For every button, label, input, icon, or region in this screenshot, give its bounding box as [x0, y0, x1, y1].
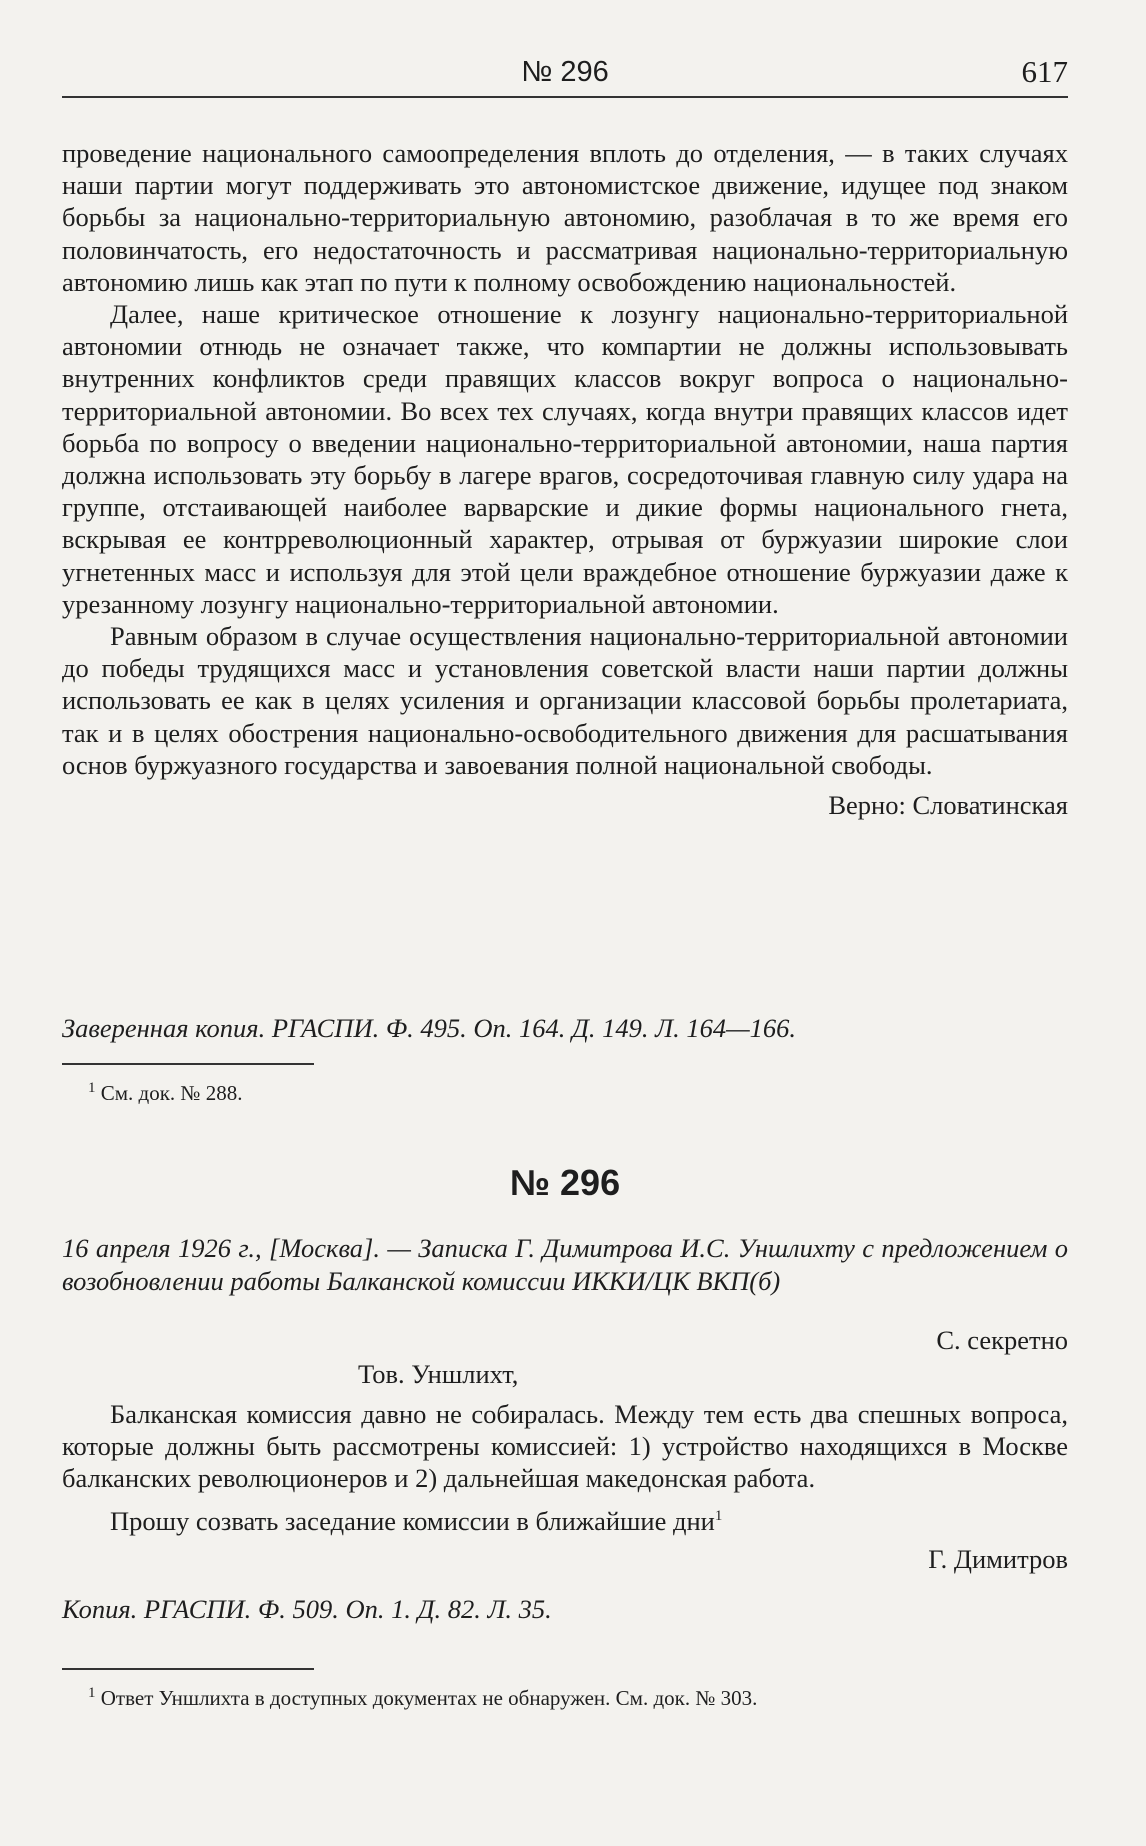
- running-head: [62, 52, 1068, 98]
- document-footnote-1-mark: 1: [88, 1685, 96, 1701]
- document-footnote-mark: 1: [714, 1507, 723, 1524]
- continuation-paragraph-1: проведение национального самоопределения вплоть до отделения, — в таких случаях наши партии могут поддерживать это автономистское движение, идущее под знаком борьбы за национально-территориальную автономию, разоблачая в то же время его половинчатость, его недостаточность и рассматривая национально-территориальную автономию лишь как этап по пути к полному освобождению национальностей.: [62, 138, 1068, 297]
- document-paragraph-2: [62, 1505, 1068, 1537]
- document-archive-source: Копия. РГАСПИ. Ф. 509. Оп. 1. Д. 82. Л. 35.: [62, 1593, 552, 1624]
- certified-signature: Верно: Словатинская: [828, 790, 1068, 821]
- classification: С. секретно: [936, 1325, 1068, 1355]
- greeting: Тов. Уншлихт,: [358, 1359, 519, 1389]
- continuation-archive-source: Заверенная копия. РГАСПИ. Ф. 495. Оп. 164. Д. 149. Л. 164—166.: [62, 1013, 797, 1043]
- signature: Г. Димитров: [928, 1543, 1068, 1574]
- continuation-paragraph-2: Далее, наше критическое отношение к лозунгу национально-территориальной автономии отнюдь не означает также, что компартии не должны использовывать внутренних конфликтов среди правящих классов вокруг вопроса о национально-территориальной автономии. Во всех тех случаях, когда внутри правящих классов идет борьба по вопросу о введении национально-территориальной автономии, наша партия должна использовать эту борьбу в лагере врагов, сосредоточивая главную силу удара на группе, отстаивающей наиболее варварские и дикие формы национального гнета, вскрывая ее контрреволюционный характер, отрывая от буржуазии широкие слои угнетенных масс и используя для этой цели враждебное отношение буржуазии даже к урезанному лозунгу национально-территориальной автономии.: [62, 299, 1068, 619]
- document-footnote-rule: [62, 1668, 314, 1670]
- document-paragraph-1: Балканская комиссия давно не собиралась. Между тем есть два спешных вопроса, которые должны быть рассмотрены комиссией: 1) устройство находящихся в Москве балканских революционеров и 2) дальнейшая македонская работа.: [62, 1399, 1068, 1494]
- document-296: [62, 1163, 1068, 1625]
- running-head-doc-number: № 296: [521, 56, 609, 88]
- document-footnote-1-text: Ответ Уншлихта в доступных документах не обнаружен. См. док. № 303.: [100, 1686, 758, 1710]
- footnote-1: [62, 1080, 1068, 1106]
- document-paragraph-2-text: Прошу созвать заседание комиссии в ближайшие дни: [110, 1505, 715, 1536]
- page-number: 617: [1021, 54, 1068, 89]
- footnote-1-text: См. док. № 288.: [100, 1081, 243, 1105]
- footnote-1-mark: 1: [88, 1080, 96, 1096]
- document-heading: 16 апреля 1926 г., [Москва]. — Записка Г. Димитрова И.С. Уншлихту с предложением о возобновлении работы Балканской комиссии ИККИ/ЦК ВКП(б): [62, 1233, 1068, 1296]
- document-number: № 296: [509, 1162, 621, 1203]
- footnote-rule: [62, 1063, 314, 1065]
- continuation-block: [62, 137, 1068, 821]
- document-footnotes: [62, 1668, 1068, 1711]
- continuation-paragraph-3: Равным образом в случае осуществления национально-территориальной автономии до победы трудящихся масс и установления советской власти наши партии должны использовать ее как в целях усиления и организации классовой борьбы пролетариата, так и в целях обострения национально-освободительного движения для расшатывания основ буржуазного государства и завоевания полной национальной свободы.: [62, 621, 1068, 780]
- continuation-footnotes: [62, 1063, 1068, 1106]
- continuation-source: [62, 1012, 1068, 1044]
- document-footnote-1: [62, 1685, 1068, 1711]
